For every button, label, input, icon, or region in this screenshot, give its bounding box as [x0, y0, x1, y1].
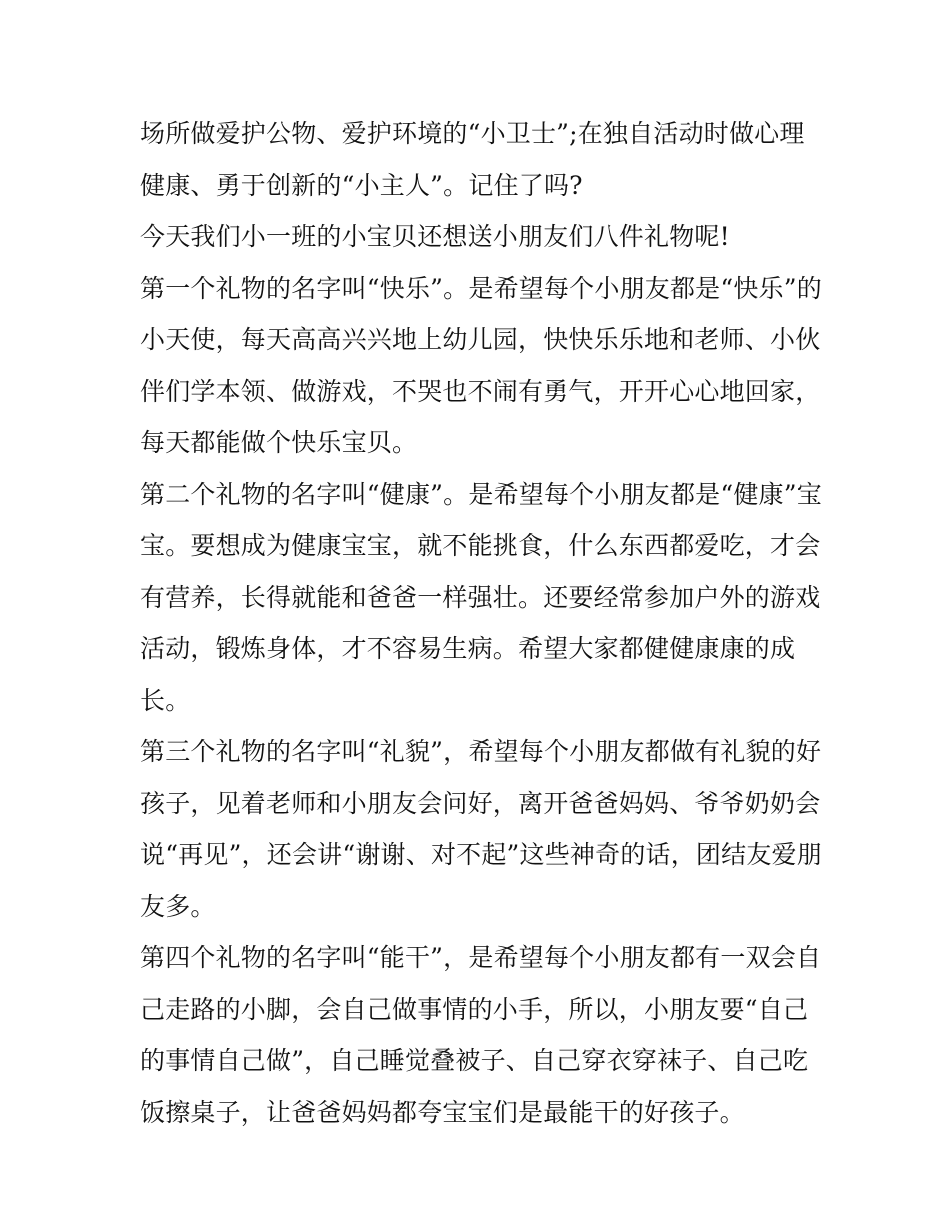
text-line: 己走路的小脚，会自己做事情的小手，所以，小朋友要“自己: [140, 994, 809, 1024]
text-line: 每天都能做个快乐宝贝。: [140, 428, 418, 457]
text-line: 饭擦桌子，让爸爸妈妈都夸宝宝们是最能干的好孩子。: [140, 1097, 745, 1127]
text-line: 活动，锻炼身体，才不容易生病。希望大家都健健康康的成: [140, 634, 796, 663]
document-body: [140, 108, 830, 1138]
text-line: 有营养，长得就能和爸爸一样强壮。还要经常参加户外的游戏: [140, 582, 821, 612]
text-line: 孩子，见着老师和小朋友会问好，离开爸爸妈妈、爷爷奶奶会: [140, 788, 821, 818]
text-line: 友多。: [140, 891, 216, 921]
text-line: 长。: [140, 685, 191, 715]
text-line: 场所做爱护公物、爱护环境的“小卫士”;在独自活动时做心理: [140, 119, 805, 148]
text-line: 第二个礼物的名字叫“健康”。是希望每个小朋友都是“健康”宝: [140, 479, 822, 509]
text-line: 第四个礼物的名字叫“能干”，是希望每个小朋友都有一双会自: [140, 943, 822, 972]
text-line: 宝。要想成为健康宝宝，就不能挑食，什么东西都爱吃，才会: [140, 531, 821, 560]
text-line: 今天我们小一班的小宝贝还想送小朋友们八件礼物呢!: [140, 222, 730, 251]
text-line: 第三个礼物的名字叫“礼貌”，希望每个小朋友都做有礼貌的好: [140, 737, 822, 766]
text-line: 伴们学本领、做游戏，不哭也不闹有勇气，开开心心地回家，: [140, 376, 821, 406]
text-line: 小天使，每天高高兴兴地上幼儿园，快快乐乐地和老师、小伙: [140, 325, 821, 354]
text-line: 健康、勇于创新的“小主人”。记住了吗?: [140, 170, 583, 200]
text-line: 说“再见”，还会讲“谢谢、对不起”这些神奇的话，团结友爱朋: [140, 840, 822, 869]
text-line: 的事情自己做”，自己睡觉叠被子、自己穿衣穿袜子、自己吃: [140, 1046, 809, 1075]
text-line: 第一个礼物的名字叫“快乐”。是希望每个小朋友都是“快乐”的: [140, 273, 822, 303]
